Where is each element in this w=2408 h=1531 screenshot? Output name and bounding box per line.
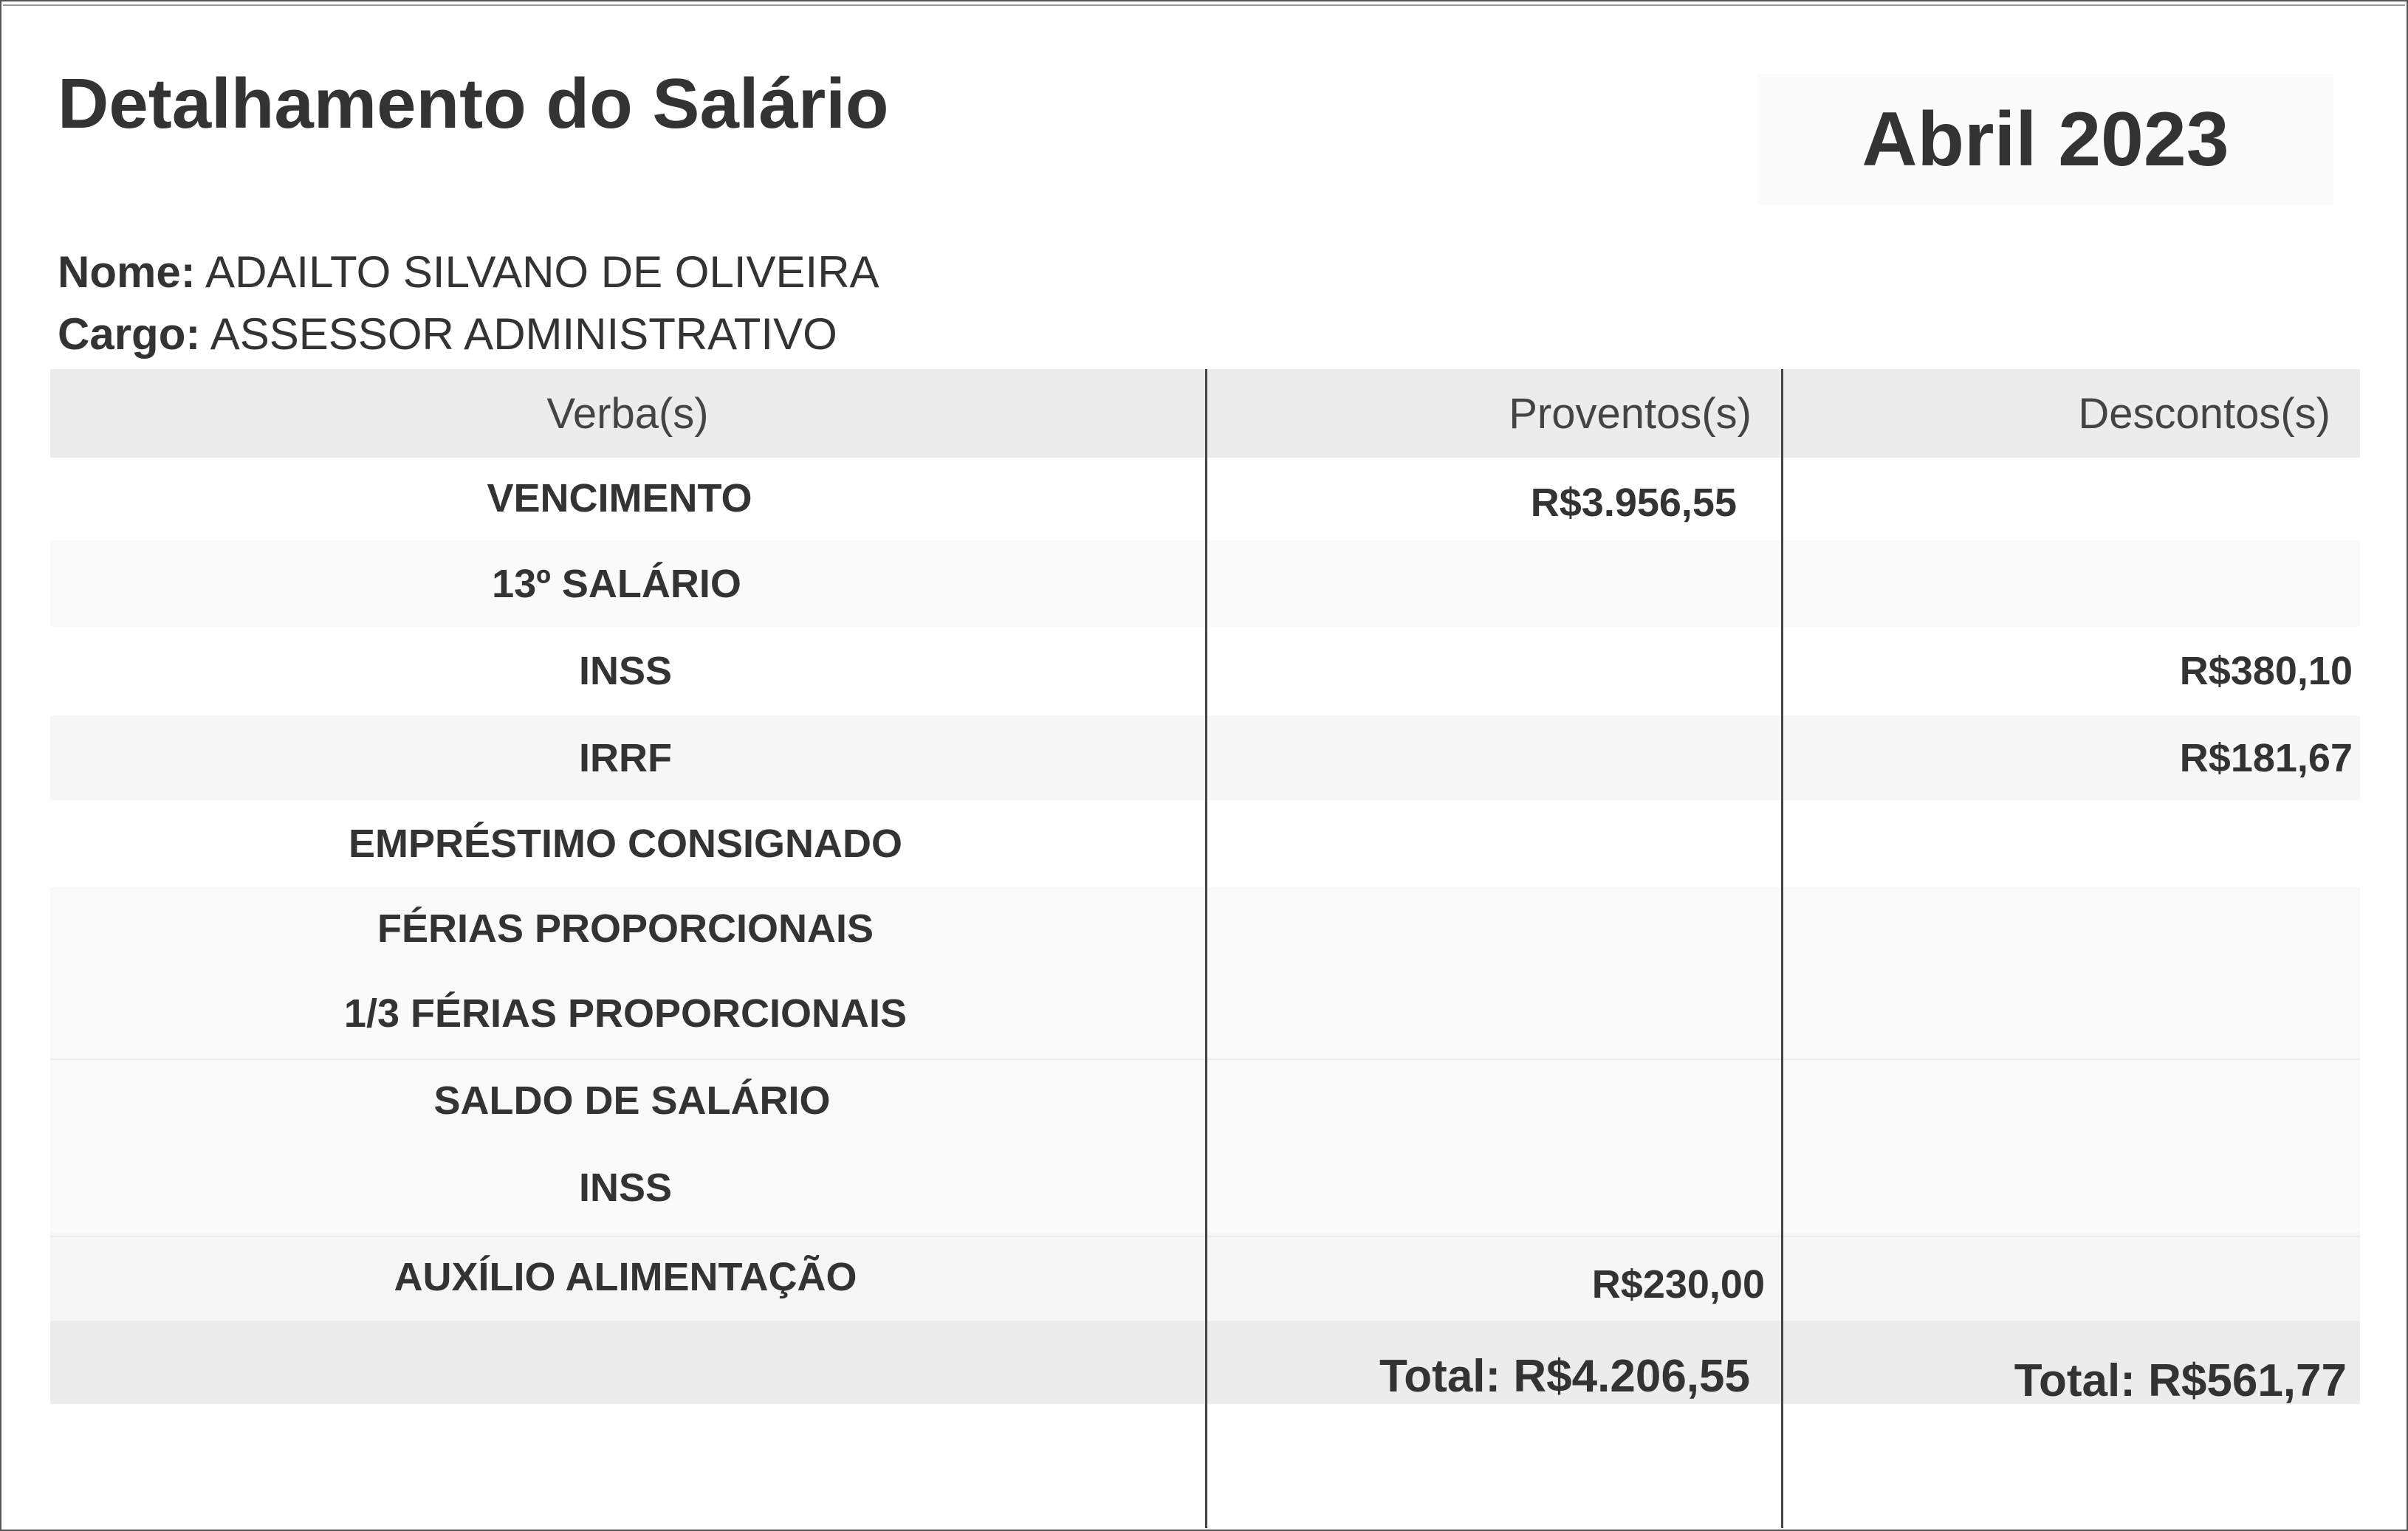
employee-role <box>58 309 837 359</box>
row-provento <box>1205 1143 1783 1232</box>
row-desconto <box>1783 1232 2360 1321</box>
row-verba: SALDO DE SALÁRIO <box>433 1078 831 1123</box>
row-desconto <box>1783 887 2360 970</box>
row-desconto <box>1783 970 2360 1057</box>
row-desconto <box>1783 1057 2360 1143</box>
row-provento: R$3.956,55 <box>1530 481 1737 525</box>
row-provento <box>1205 800 1783 887</box>
column-header-proventos: Proventos(s) <box>1509 389 1752 438</box>
row-verba: IRRF <box>579 735 672 780</box>
row-verba: 13º SALÁRIO <box>492 561 741 606</box>
row-provento <box>1205 627 1783 715</box>
row-desconto: R$380,10 <box>2179 649 2353 693</box>
row-provento: R$230,00 <box>1591 1262 1765 1307</box>
name-label: Nome: <box>58 247 196 297</box>
row-desconto <box>1783 458 2360 540</box>
total-descontos: Total: R$561,77 <box>2014 1355 2347 1406</box>
row-desconto <box>1783 540 2360 627</box>
row-desconto: R$181,67 <box>2179 735 2353 780</box>
row-verba: EMPRÉSTIMO CONSIGNADO <box>348 822 903 866</box>
month-box <box>1757 74 2333 205</box>
row-verba: INSS <box>578 649 673 693</box>
row-verba: VENCIMENTO <box>487 476 752 520</box>
column-divider-1 <box>1205 369 1207 1528</box>
row-verba: 1/3 FÉRIAS PROPORCIONAIS <box>343 991 908 1036</box>
column-divider-2 <box>1781 369 1783 1528</box>
role-label: Cargo: <box>58 309 201 359</box>
row-provento <box>1205 887 1783 970</box>
role-value: ASSESSOR ADMINISTRATIVO <box>210 309 837 359</box>
row-desconto <box>1783 1143 2360 1232</box>
row-provento <box>1205 715 1783 800</box>
employee-name <box>58 247 879 297</box>
row-provento <box>1205 1057 1783 1143</box>
row-verba: FÉRIAS PROPORCIONAIS <box>377 906 874 951</box>
page-title: Detalhamento do Salário <box>58 64 889 143</box>
total-proventos: Total: R$4.206,55 <box>1379 1351 1750 1402</box>
row-desconto <box>1783 800 2360 887</box>
row-verba: INSS <box>578 1166 673 1210</box>
total-label-cell <box>50 1321 1205 1404</box>
column-header-descontos: Descontos(s) <box>2078 389 2330 438</box>
row-provento <box>1205 540 1783 627</box>
month-label: Abril 2023 <box>1862 96 2229 182</box>
name-value: ADAILTO SILVANO DE OLIVEIRA <box>205 247 879 297</box>
column-header-verba: Verba(s) <box>546 389 709 438</box>
frame-top-line <box>3 4 2405 6</box>
row-provento <box>1205 970 1783 1057</box>
row-verba: AUXÍLIO ALIMENTAÇÃO <box>394 1255 857 1299</box>
